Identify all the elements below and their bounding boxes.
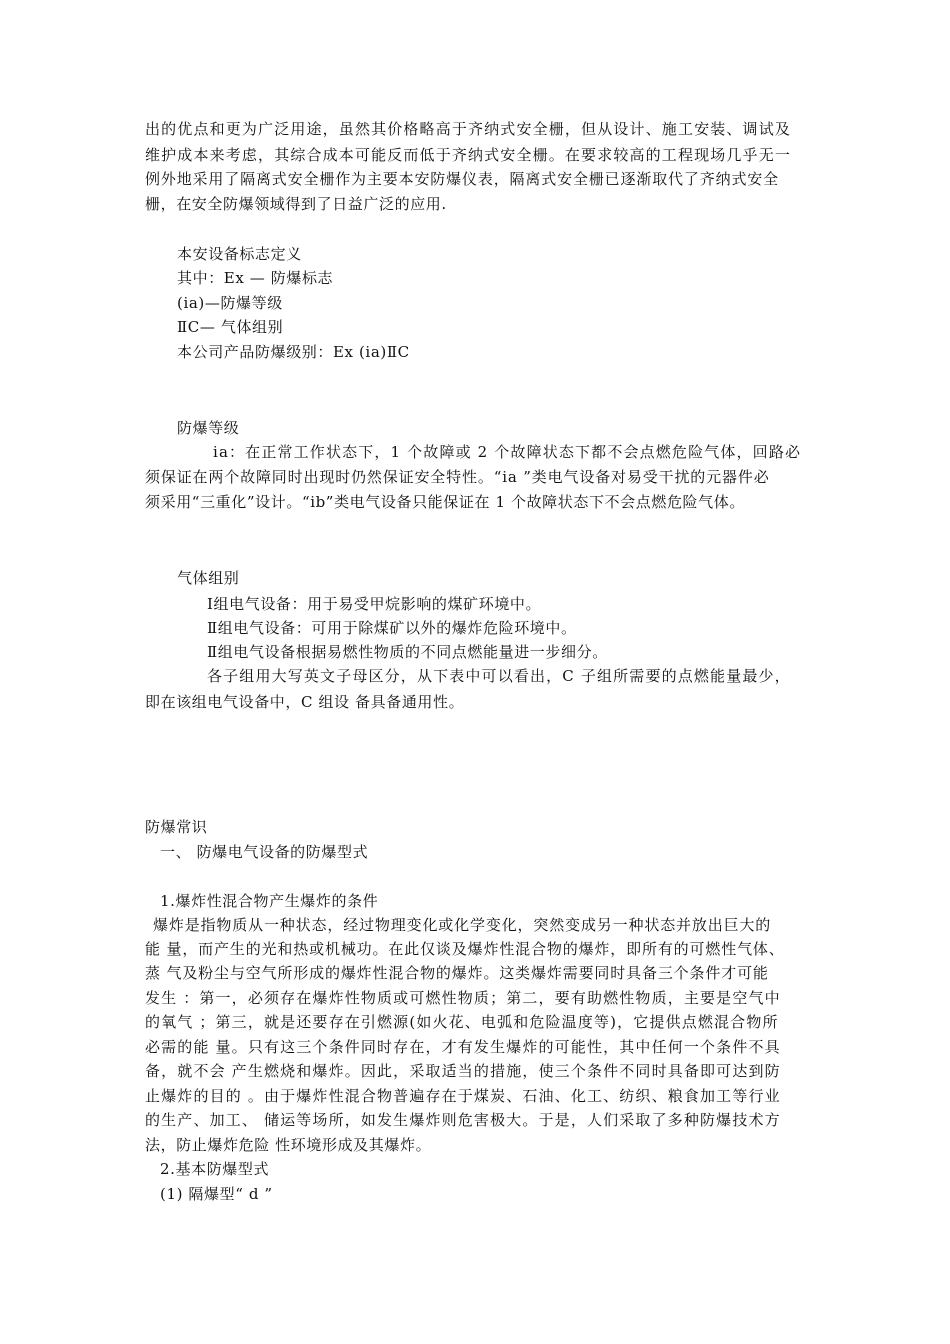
knowledge-title: 防爆常识 <box>145 818 208 836</box>
body-line: 备，就不会 产生燃烧和爆炸。因此，采取适当的措施，使三个条件不同时具备即可达到防 <box>145 1062 781 1080</box>
marking-item: (ia)—防爆等级 <box>177 294 283 312</box>
body-line: 必需的能 量。只有这三个条件同时存在，才有发生爆炸的可能性，其中任何一个条件不具 <box>145 1038 781 1056</box>
gas-group-title: 气体组别 <box>177 569 240 587</box>
grade-line: ia：在正常工作状态下，1 个故障或 2 个故障状态下都不会点燃危险气体，回路必 <box>213 443 802 461</box>
gas-group-line: 即在该组电气设备中，C 组设 备具备通用性。 <box>145 693 465 711</box>
body-line: 法，防止爆炸危险 性环境形成及其爆炸。 <box>145 1136 432 1154</box>
grade-line: 须保证在两个故障同时出现时仍然保证安全特性。“ia ”类电气设备对易受干扰的元器件必 <box>145 468 770 486</box>
body-line: 止爆炸的目的 。由于爆炸性混合物普遍存在于煤炭、石油、化工、纺织、粮食加工等行业 <box>145 1087 781 1105</box>
gas-group-line: Ⅰ组电气设备：用于易受甲烷影响的煤矿环境中。 <box>207 595 542 613</box>
body-line: 爆炸是指物质从一种状态，经过物理变化或化学变化，突然变成另一种状态并放出巨大的 <box>153 916 772 934</box>
intro-line: 出的优点和更为广泛用途，虽然其价格略高于齐纳式安全栅，但从设计、施工安装、调试及 <box>145 120 792 138</box>
intro-line: 栅，在安全防爆领域得到了日益广泛的应用. <box>145 195 447 213</box>
body-line: 发生 ：第一，必须存在爆炸性物质或可燃性物质；第二，要有助燃性物质，主要是空气中 <box>145 989 781 1007</box>
grade-title: 防爆等级 <box>177 419 240 437</box>
marking-item: 其中：Ex — 防爆标志 <box>177 269 334 287</box>
gas-group-line: 各子组用大写英文子母区分，从下表中可以看出，C 子组所需要的点燃能量最少， <box>207 667 791 685</box>
marking-item: 本公司产品防爆级别：Ex (ia)ⅡC <box>177 343 410 361</box>
grade-line: 须采用“三重化”设计。“ib”类电气设备只能保证在 1 个故障状态下不会点燃危险气体。 <box>145 493 745 511</box>
intro-line: 维护成本来考虑，其综合成本可能反而低于齐纳式安全栅。在要求较高的工程现场几乎无一 <box>145 146 792 164</box>
marking-item: ⅡC— 气体组别 <box>177 318 284 336</box>
body-line: 蒸 气及粉尘与空气所形成的爆炸性混合物的爆炸。这类爆炸需要同时具备三个条件才可能 <box>145 964 769 982</box>
gas-group-line: Ⅱ组电气设备根据易燃性物质的不同点燃能量进一步细分。 <box>207 643 608 661</box>
marking-title: 本安设备标志定义 <box>177 245 302 263</box>
subsection-heading: 2.基本防爆型式 <box>160 1160 270 1178</box>
subsection-heading: 1.爆炸性混合物产生爆炸的条件 <box>160 892 379 910</box>
body-line: 的氧气 ；第三，就是还要存在引燃源(如火花、电弧和危险温度等)，它提供点燃混合物所 <box>145 1013 779 1031</box>
section-heading: 一、 防爆电气设备的防爆型式 <box>160 843 369 861</box>
body-line: 能 量，而产生的光和热或机械功。在此仅谈及爆炸性混合物的爆炸，即所有的可燃性气体、 <box>145 940 785 958</box>
gas-group-line: Ⅱ组电气设备：可用于除煤矿以外的爆炸危险环境中。 <box>207 619 577 637</box>
body-line: 的生产、加工、 储运等场所，如发生爆炸则危害极大。于是，人们采取了多种防爆技术方 <box>145 1111 781 1129</box>
list-item: (1) 隔爆型“ d ” <box>160 1185 273 1203</box>
intro-line: 例外地采用了隔离式安全栅作为主要本安防爆仪表，隔离式安全栅已逐渐取代了齐纳式安全 <box>145 170 780 188</box>
